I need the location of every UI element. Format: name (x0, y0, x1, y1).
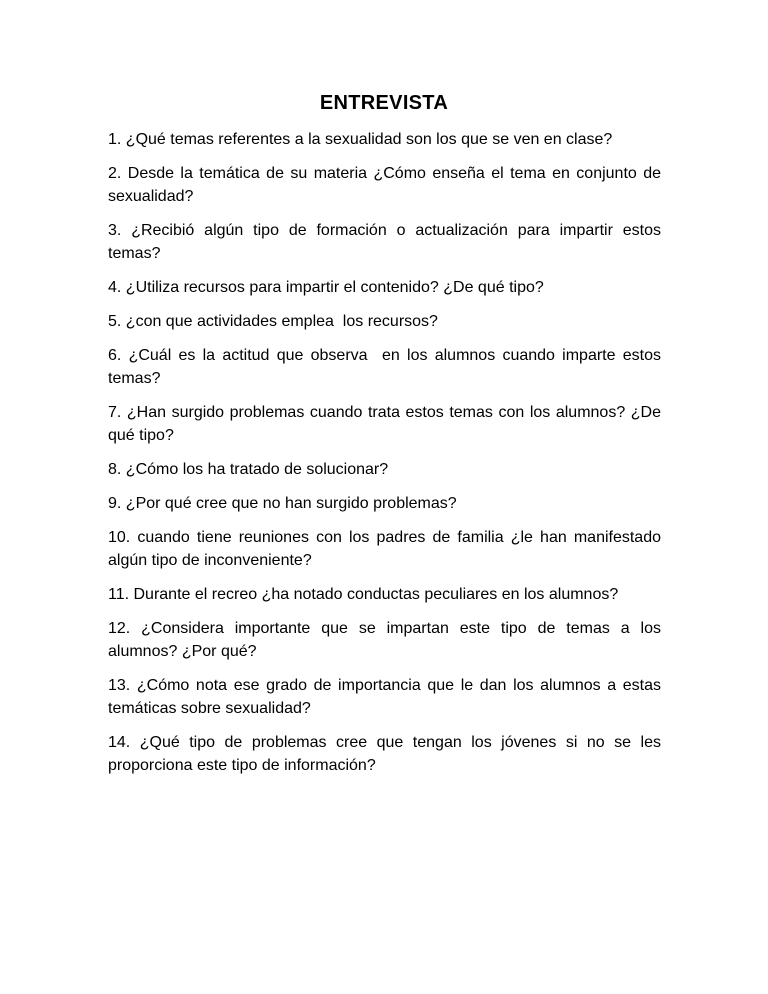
question-4: 4. ¿Utiliza recursos para impartir el contenido? ¿De qué tipo? (108, 279, 544, 296)
question-14: 14. ¿Qué tipo de problemas cree que tengan los jóvenes si no se les proporciona este tipo de información? (108, 734, 666, 774)
question-list (108, 128, 666, 788)
question-11: 11. Durante el recreo ¿ha notado conductas peculiares en los alumnos? (108, 586, 619, 603)
document-title: ENTREVISTA (319, 92, 449, 114)
question-8: 8. ¿Cómo los ha tratado de solucionar? (108, 461, 389, 478)
question-10: 10. cuando tiene reuniones con los padres de familia ¿le han manifestado algún tipo de inconveniente? (108, 529, 666, 569)
question-7: 7. ¿Han surgido problemas cuando trata estos temas con los alumnos? ¿De qué tipo? (108, 404, 666, 444)
question-9: 9. ¿Por qué cree que no han surgido problemas? (108, 495, 457, 512)
question-2: 2. Desde la temática de su materia ¿Cómo enseña el tema en conjunto de sexualidad? (108, 165, 666, 205)
question-13: 13. ¿Cómo nota ese grado de importancia que le dan los alumnos a estas temáticas sobre sexualidad? (108, 677, 666, 717)
question-6: 6. ¿Cuál es la actitud que observa en los alumnos cuando imparte estos temas? (108, 347, 666, 387)
question-12: 12. ¿Considera importante que se impartan este tipo de temas a los alumnos? ¿Por qué? (108, 620, 666, 660)
question-1: 1. ¿Qué temas referentes a la sexualidad son los que se ven en clase? (108, 131, 613, 148)
question-3: 3. ¿Recibió algún tipo de formación o actualización para impartir estos temas? (108, 222, 666, 262)
question-5: 5. ¿con que actividades emplea los recursos? (108, 313, 438, 330)
